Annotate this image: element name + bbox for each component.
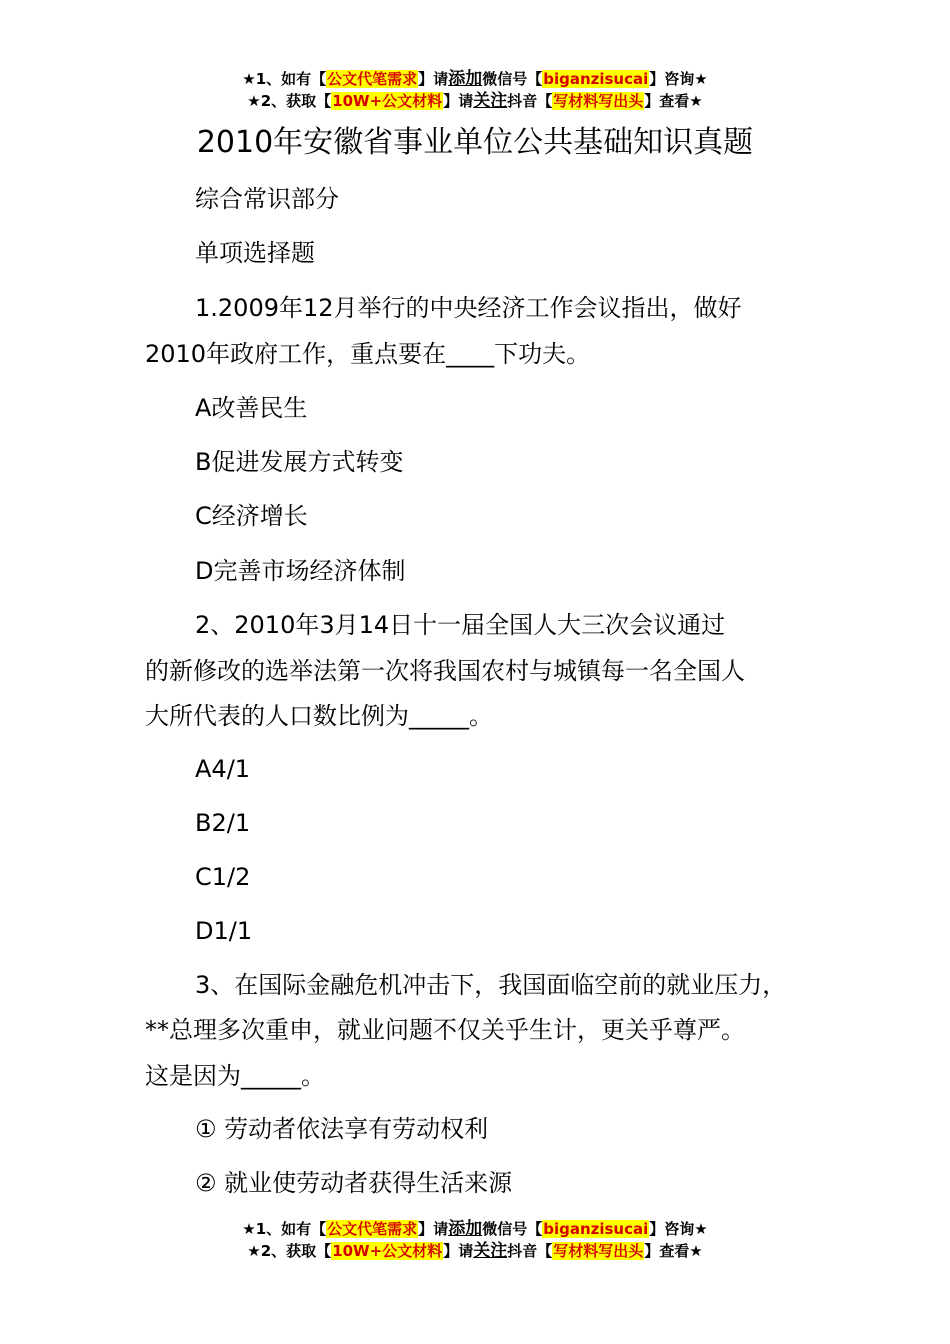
question-1-option-a: A改善民生	[195, 394, 308, 422]
question-1-line-2: 2010年政府工作，重点要在____下功夫。	[145, 340, 591, 368]
bottom-banner	[0, 1218, 950, 1262]
highlight-materials: 10W+公文材料	[332, 92, 443, 110]
douyin-account: 写材料写出头	[553, 92, 644, 110]
question-3-item-1: ① 劳动者依法享有劳动权利	[195, 1115, 489, 1143]
highlight-materials: 10W+公文材料	[332, 1242, 443, 1260]
banner-text: 微信号【	[482, 1220, 543, 1238]
question-2-line-3: 大所代表的人口数比例为_____。	[145, 702, 493, 730]
wechat-id: biganzisucai	[543, 70, 649, 88]
question-1-option-b: B促进发展方式转变	[195, 448, 404, 476]
question-3-line-3: 这是因为_____。	[145, 1062, 325, 1090]
question-3-item-2: ② 就业使劳动者获得生活来源	[195, 1169, 513, 1197]
wechat-id: biganzisucai	[543, 1220, 649, 1238]
banner-text: 抖音【	[507, 1242, 553, 1260]
question-1-option-c: C经济增长	[195, 502, 308, 530]
banner-text: 抖音【	[507, 92, 553, 110]
douyin-account: 写材料写出头	[553, 1242, 644, 1260]
question-2-option-a: A4/1	[195, 755, 251, 783]
question-2-line-2: 的新修改的选举法第一次将我国农村与城镇每一名全国人	[145, 657, 745, 685]
underlined-text: 关注	[473, 1241, 508, 1261]
question-2-line-1: 2、2010年3月14日十一届全国人大三次会议通过	[195, 611, 726, 639]
question-2-option-c: C1/2	[195, 863, 251, 891]
question-3-line-2: **总理多次重申，就业问题不仅关乎生计，更关乎尊严。	[145, 1016, 745, 1044]
banner-text: 】请	[418, 70, 449, 88]
banner-line-2	[0, 1240, 950, 1262]
banner-line-1	[0, 1218, 950, 1240]
subsection-heading: 单项选择题	[195, 239, 315, 267]
banner-text: 】请	[418, 1220, 449, 1238]
banner-text: 】咨询★	[649, 70, 708, 88]
banner-text: ★2、获取【	[247, 92, 332, 110]
banner-text: ★2、获取【	[247, 1242, 332, 1260]
banner-text: 】咨询★	[649, 1220, 708, 1238]
section-heading: 综合常识部分	[195, 185, 339, 213]
question-1-line-1: 1.2009年12月举行的中央经济工作会议指出，做好	[195, 294, 742, 322]
banner-line-1	[0, 68, 950, 90]
banner-text: 】请	[443, 92, 474, 110]
page-title: 2010年安徽省事业单位公共基础知识真题	[196, 125, 754, 160]
question-2-option-d: D1/1	[195, 917, 253, 945]
question-1-option-d: D完善市场经济体制	[195, 557, 406, 585]
underlined-text: 添加	[448, 1219, 483, 1239]
banner-text: 】请	[443, 1242, 474, 1260]
banner-text: 】查看★	[644, 1242, 703, 1260]
banner-text: 】查看★	[644, 92, 703, 110]
banner-text: ★1、如有【	[242, 1220, 327, 1238]
banner-text: 微信号【	[482, 70, 543, 88]
banner-line-2	[0, 90, 950, 112]
highlight-service: 公文代笔需求	[327, 70, 418, 88]
question-2-option-b: B2/1	[195, 809, 251, 837]
underlined-text: 添加	[448, 69, 483, 89]
top-banner	[0, 68, 950, 112]
highlight-service: 公文代笔需求	[327, 1220, 418, 1238]
banner-text: ★1、如有【	[242, 70, 327, 88]
underlined-text: 关注	[473, 91, 508, 111]
question-3-line-1: 3、在国际金融危机冲击下，我国面临空前的就业压力，	[195, 971, 787, 999]
